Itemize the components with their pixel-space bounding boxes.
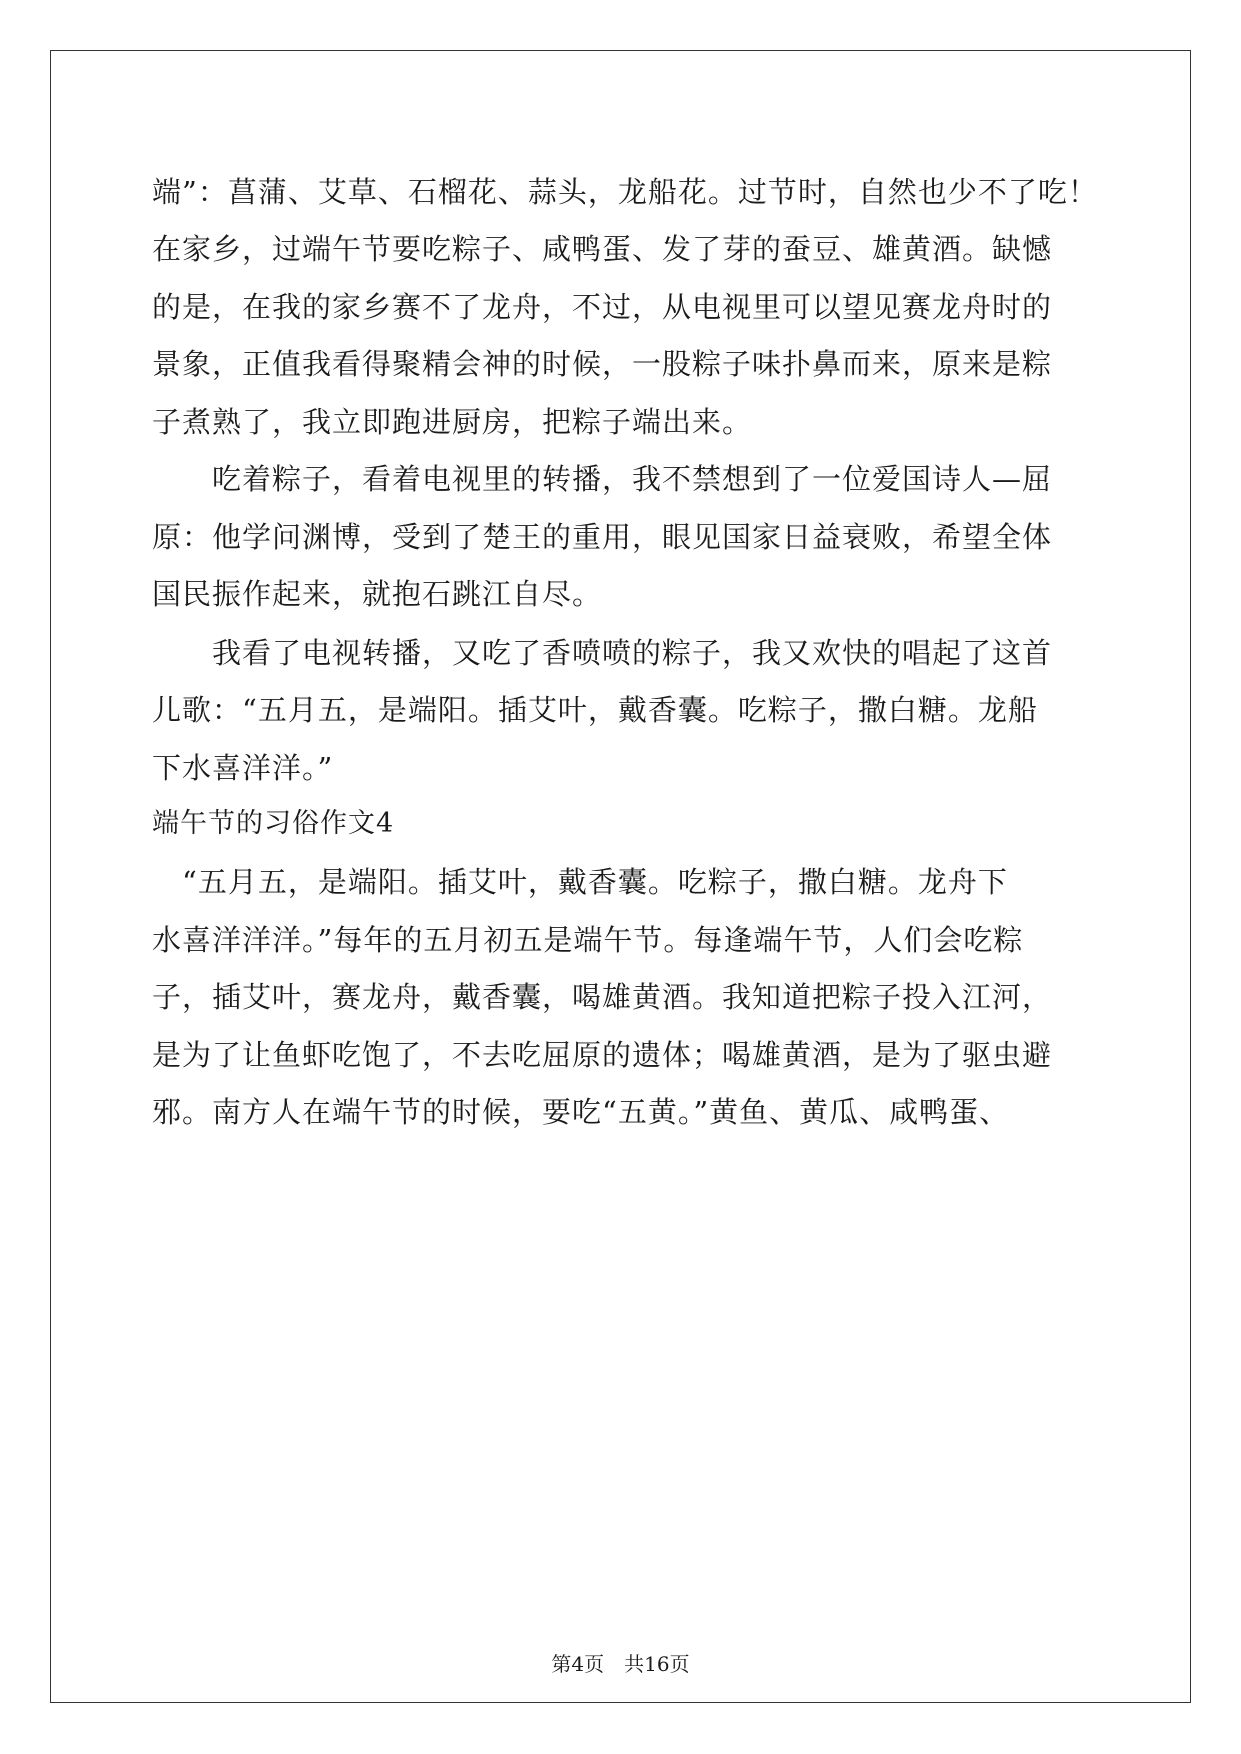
text-line: 子，插艾叶，赛龙舟，戴香囊，喝雄黄酒。我知道把粽子投入江河，: [152, 980, 1053, 1014]
text-line: 我看了电视转播，又吃了香喷喷的粽子，我又欢快的唱起了这首: [152, 636, 1053, 670]
text-line: 的是，在我的家乡赛不了龙舟，不过，从电视里可以望见赛龙舟时的: [152, 290, 1053, 324]
text-line: 景象，正值我看得聚精会神的时候，一股粽子味扑鼻而来，原来是粽: [152, 347, 1053, 381]
text-line: “五月五，是端阳。插艾叶，戴香囊。吃粽子，撒白糖。龙舟下: [152, 865, 1008, 899]
text-line: 下水喜洋洋。”: [152, 751, 334, 785]
text-line: 原：他学问渊博，受到了楚王的重用，眼见国家日益衰败，希望全体: [152, 520, 1053, 554]
text-line: 在家乡，过端午节要吃粽子、咸鸭蛋、发了芽的蚕豆、雄黄酒。缺憾: [152, 232, 1053, 266]
text-line: 端”：菖蒲、艾草、石榴花、蒜头，龙船花。过节时，自然也少不了吃！: [152, 175, 1098, 209]
text-line: 吃着粽子，看着电视里的转播，我不禁想到了一位爱国诗人—屈: [152, 462, 1053, 496]
text-line: 儿歌：“五月五，是端阳。插艾叶，戴香囊。吃粽子，撒白糖。龙船: [152, 693, 1038, 727]
text-line: 水喜洋洋洋。”每年的五月初五是端午节。每逢端午节，人们会吃粽: [152, 923, 1024, 957]
text-line: 子煮熟了，我立即跑进厨房，把粽子端出来。: [152, 405, 753, 439]
text-line: 邪。南方人在端午节的时候，要吃“五黄。”黄鱼、黄瓜、咸鸭蛋、: [152, 1095, 1010, 1129]
section-heading: 端午节的习俗作文4: [152, 808, 395, 839]
text-line: 是为了让鱼虾吃饱了，不去吃屈原的遗体；喝雄黄酒，是为了驱虫避: [152, 1038, 1053, 1072]
page-number-footer: 第4页 共16页: [551, 1652, 690, 1676]
text-line: 国民振作起来，就抱石跳江自尽。: [152, 577, 603, 611]
